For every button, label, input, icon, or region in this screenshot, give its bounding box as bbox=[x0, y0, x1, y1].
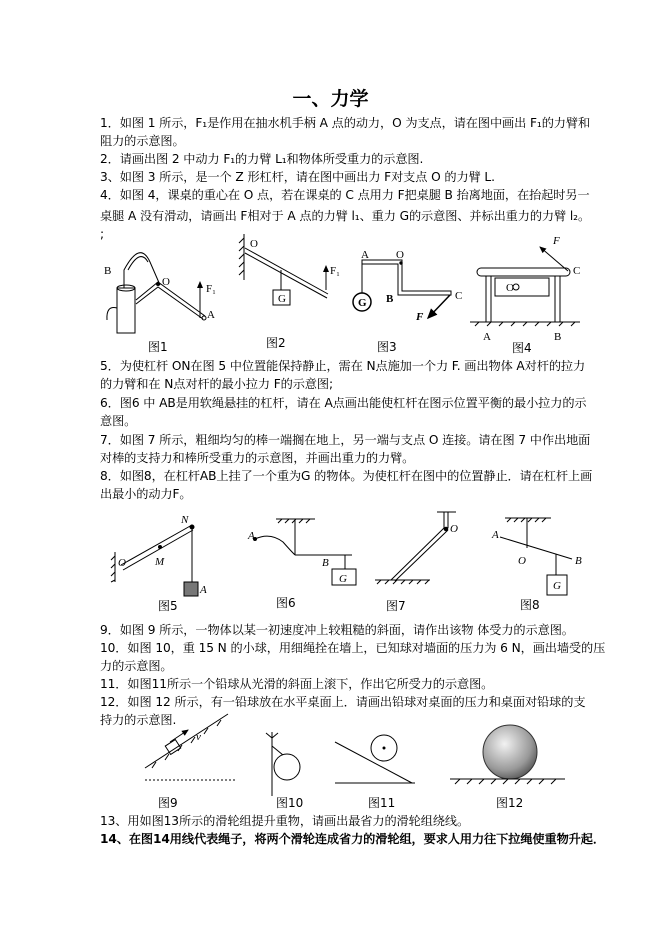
q12-line1: 12．如图 12 所示，有一铅球放在水平桌面上．请画出铅球对桌面的压力和桌面对铅球的支 bbox=[100, 695, 586, 709]
q13-line: 13、用如图13所示的滑轮组提升重物，请画出最省力的滑轮组绕线。 bbox=[100, 814, 470, 828]
figure-3-z-lever bbox=[353, 260, 451, 318]
fig4-label-c: C bbox=[573, 265, 581, 277]
fig6-label-g: G bbox=[339, 573, 347, 585]
q5-line1: 5．为使杠杆 ON在图 5 中位置能保持静止，需在 N点施加一个力 F. 画出物体 A对杆的拉力 bbox=[100, 359, 586, 373]
fig6-caption: 图6 bbox=[276, 596, 296, 610]
fig5-label-m: M bbox=[155, 556, 165, 568]
section-title: 一、力学 bbox=[292, 88, 369, 110]
fig8-label-g: G bbox=[553, 580, 561, 592]
q8-line1: 8．如图8，在杠杆AB上挂了一个重为G 的物体。为使杠杆在图中的位置静止．请在杠杆上画 bbox=[100, 469, 593, 483]
fig5-label-a: A bbox=[200, 584, 207, 596]
fig10-caption: 图10 bbox=[276, 796, 304, 810]
fig5-label-o: O bbox=[118, 557, 126, 569]
figure-10-ball-wall bbox=[266, 732, 300, 796]
fig9-label-v: v bbox=[196, 731, 201, 743]
fig4-label-a: A bbox=[483, 331, 491, 343]
fig3-label-b: B bbox=[386, 293, 394, 305]
figure-9-incline bbox=[145, 714, 235, 780]
fig4-label-b: B bbox=[554, 331, 562, 343]
q2-line: 2．请画出图 2 中动力 F₁的力臂 L₁和物体所受重力的示意图. bbox=[100, 152, 424, 166]
fig3-label-g: G bbox=[358, 297, 367, 309]
figure-8-lever bbox=[500, 518, 572, 595]
fig5-caption: 图5 bbox=[158, 599, 178, 613]
fig4-label-f: F bbox=[553, 235, 560, 247]
fig3-label-a: A bbox=[361, 249, 369, 261]
q4-line2: 桌腿 A 没有滑动，请画出 F相对于 A 点的力臂 l₁、重力 G的示意图、并标出重力的力臂 l₂。 bbox=[100, 209, 591, 223]
q7-line1: 7．如图 7 所示，粗细均匀的棒一端搁在地上，另一端与支点 O 连接。请在图 7 中作出地面 bbox=[100, 433, 591, 447]
fig3-caption: 图3 bbox=[377, 340, 397, 354]
q6-line1: 6．图6 中 AB是用软绳悬挂的杠杆，请在 A点画出能使杠杆在图示位置平衡的最小拉力的示 bbox=[100, 396, 587, 410]
q1-line1: 1．如图 1 所示，F₁是作用在抽水机手柄 A 点的动力，O 为支点，请在图中画出 F₁的力臂和 bbox=[100, 116, 591, 130]
fig1-label-o: O bbox=[162, 276, 170, 288]
fig9-caption: 图9 bbox=[158, 796, 178, 810]
q3-line: 3、如图 3 所示，是一个 Z 形杠杆，请在图中画出力 F对支点 O 的力臂 L. bbox=[100, 170, 495, 184]
figure-12-ball-table bbox=[450, 725, 565, 784]
q4-line1: 4．如图 4，课桌的重心在 O 点，若在课桌的 C 点用力 F把桌腿 B 抬离地面，在抬起时另一 bbox=[100, 188, 590, 202]
fig3-label-o: O bbox=[396, 249, 404, 261]
q7-line2: 对棒的支持力和棒所受重力的示意图，并画出重力的力臂。 bbox=[100, 451, 415, 465]
q9-line: 9．如图 9 所示，一物体以某一初速度冲上较粗糙的斜面，请作出该物 体受力的示意图。 bbox=[100, 623, 574, 637]
fig2-label-f1: F₁ bbox=[330, 265, 340, 277]
fig1-label-f1: F₁ bbox=[206, 283, 216, 295]
q8-line2: 出最小的动力F。 bbox=[100, 487, 192, 501]
fig8-caption: 图8 bbox=[520, 598, 540, 612]
figure-7-rod bbox=[375, 512, 456, 584]
q6-line2: 意图。 bbox=[100, 414, 137, 428]
q14-line: 14、在图14用线代表绳子，将两个滑轮连成省力的滑轮组，要求人用力往下拉绳使重物升起． bbox=[100, 832, 605, 846]
stray-semicolon: ; bbox=[100, 227, 105, 241]
fig5-label-n: N bbox=[181, 514, 189, 526]
figure-1-pump bbox=[107, 253, 206, 333]
q5-line2: 的力臂和在 N点对杆的最小拉力 F的示意图; bbox=[100, 377, 333, 391]
q10-line1: 10．如图 10，重 15 N 的小球，用细绳拴在墙上，已知球对墙面的压力为 6 N，画出墙受的压 bbox=[100, 641, 606, 655]
figure-4-desk bbox=[470, 247, 580, 326]
fig1-label-b: B bbox=[104, 265, 112, 277]
fig8-label-o: O bbox=[518, 555, 526, 567]
fig3-label-f: F bbox=[416, 311, 424, 323]
fig2-label-g: G bbox=[278, 293, 286, 305]
fig8-label-a: A bbox=[492, 529, 499, 541]
figure-11-incline-ball bbox=[335, 735, 415, 783]
fig3-label-c: C bbox=[455, 290, 463, 302]
fig2-label-o: O bbox=[250, 238, 258, 250]
fig8-label-b: B bbox=[575, 555, 582, 567]
q1-line2: 阻力的示意图。 bbox=[100, 134, 185, 148]
fig4-caption: 图4 bbox=[512, 341, 532, 355]
q12-line2: 持力的示意图. bbox=[100, 713, 177, 727]
q11-line: 11．如图11所示一个铅球从光滑的斜面上滚下，作出它所受力的示意图。 bbox=[100, 677, 494, 691]
q10-line2: 力的示意图。 bbox=[100, 659, 173, 673]
fig6-label-b: B bbox=[322, 557, 329, 569]
fig1-caption: 图1 bbox=[148, 340, 168, 354]
fig11-caption: 图11 bbox=[368, 796, 396, 810]
fig2-caption: 图2 bbox=[266, 336, 286, 350]
fig1-label-a: A bbox=[207, 309, 215, 321]
fig6-label-a: A bbox=[248, 530, 255, 542]
fig4-label-o: O bbox=[506, 282, 514, 294]
fig12-caption: 图12 bbox=[496, 796, 524, 810]
fig7-label-o: O bbox=[450, 523, 458, 535]
fig7-caption: 图7 bbox=[386, 599, 406, 613]
